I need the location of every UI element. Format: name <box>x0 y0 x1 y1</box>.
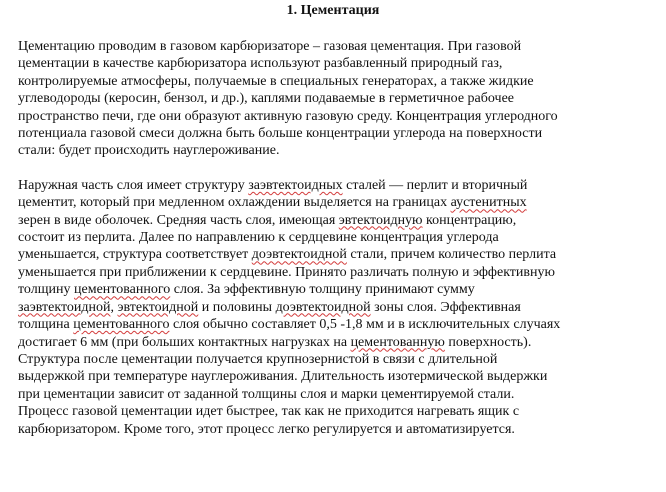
text-line: углеводороды (керосин, бензол, и др.), каплями подаваемые в герметичное рабочее <box>18 91 515 107</box>
text-segment: , <box>110 299 118 315</box>
text-line <box>18 334 648 351</box>
misspelled-word: цементованного <box>73 317 170 333</box>
text-line <box>18 316 648 333</box>
text-segment: зерен в виде оболочек. Средняя часть слоя, имеющая <box>18 212 339 228</box>
misspelled-word: эвтектоидную <box>338 212 423 228</box>
text-segment: цементит, который при медленном охлаждении выделяется на границах <box>18 195 451 211</box>
text-line <box>18 229 648 246</box>
text-segment: Наружная часть слоя имеет структуру <box>18 177 249 193</box>
text-segment: слоя. За эффективную толщину принимают сумму <box>170 282 475 298</box>
text-line <box>18 421 648 438</box>
document-page <box>18 0 648 438</box>
misspelled-word: заэвтектоидной <box>18 299 111 315</box>
misspelled-word: эвтектоидной <box>117 299 199 315</box>
text-segment: при цементации зависит от заданной толщины слоя и марки цементируемой стали. <box>18 386 515 402</box>
text-segment: толщину <box>18 282 74 298</box>
text-segment: выдержкой при температуре науглероживания. Длительность изотермической выдержки <box>18 369 548 385</box>
document-heading: 1. Цементация <box>286 3 380 18</box>
text-line <box>18 177 648 194</box>
text-segment: слоя обычно составляет 0,5 -1,8 мм и в исключительных случаях <box>169 317 561 333</box>
text-segment: состоит из перлита. Далее по направлению к сердцевине концентрация углерода <box>18 230 499 246</box>
text-line <box>18 351 648 368</box>
text-line <box>18 281 648 298</box>
text-line <box>18 368 648 385</box>
text-line <box>18 386 648 403</box>
text-segment: достигает 6 мм (при больших контактных нагрузках на <box>18 334 351 350</box>
text-segment: уменьшается при приближении к сердцевине. Принято различать полную и эффективную <box>18 264 555 280</box>
text-line <box>18 194 648 211</box>
text-segment: Процесс газовой цементации идет быстрее, так как не приходится нагревать ящик с <box>18 404 520 420</box>
text-line: пространство печи, где они образуют активную газовую среду. Концентрация углеродного <box>18 108 558 124</box>
misspelled-word: цементованную <box>350 334 445 350</box>
text-line <box>18 403 648 420</box>
text-line: цементации в качестве карбюризатора используют разбавленный природный газ, <box>18 56 503 72</box>
text-segment: Структура после цементации получается крупнозернистой в связи с длительной <box>18 351 498 367</box>
text-line: стали: будет происходить науглероживание. <box>18 143 280 159</box>
misspelled-word: доэвтектоидной <box>275 299 371 315</box>
text-segment: карбюризатором. Кроме того, этот процесс легко регулируется и автоматизируется. <box>18 421 515 437</box>
misspelled-word: цементованного <box>74 282 171 298</box>
paragraph-2 <box>18 177 648 438</box>
misspelled-word: заэвтектоидных <box>248 177 343 193</box>
text-line: потенциала газовой смеси должна быть больше концентрации углерода на поверхности <box>18 126 543 142</box>
text-segment: толщина <box>18 317 74 333</box>
paragraph-spacer <box>18 160 648 177</box>
text-segment: и половины <box>198 299 276 315</box>
text-segment: зоны слоя. Эффективная <box>370 299 521 315</box>
misspelled-word: аустенитных <box>450 195 527 211</box>
text-segment: уменьшается, структура соответствует <box>18 247 252 263</box>
text-segment: поверхность). <box>444 334 532 350</box>
text-line: Цементацию проводим в газовом карбюризаторе – газовая цементация. При газовой <box>18 39 522 54</box>
text-line <box>18 299 648 316</box>
text-line: контролируемые атмосферы, получаемые в специальных генераторах, а также жидкие <box>18 73 534 89</box>
text-segment: сталей — перлит и вторичный <box>342 177 528 193</box>
misspelled-word: доэвтектоидной <box>251 247 347 263</box>
paragraph-1 <box>18 38 648 160</box>
text-line <box>18 212 648 229</box>
text-line <box>18 264 648 281</box>
text-segment: стали, причем количество перлита <box>346 247 557 263</box>
text-line <box>18 246 648 263</box>
text-segment: концентрацию, <box>422 212 517 228</box>
